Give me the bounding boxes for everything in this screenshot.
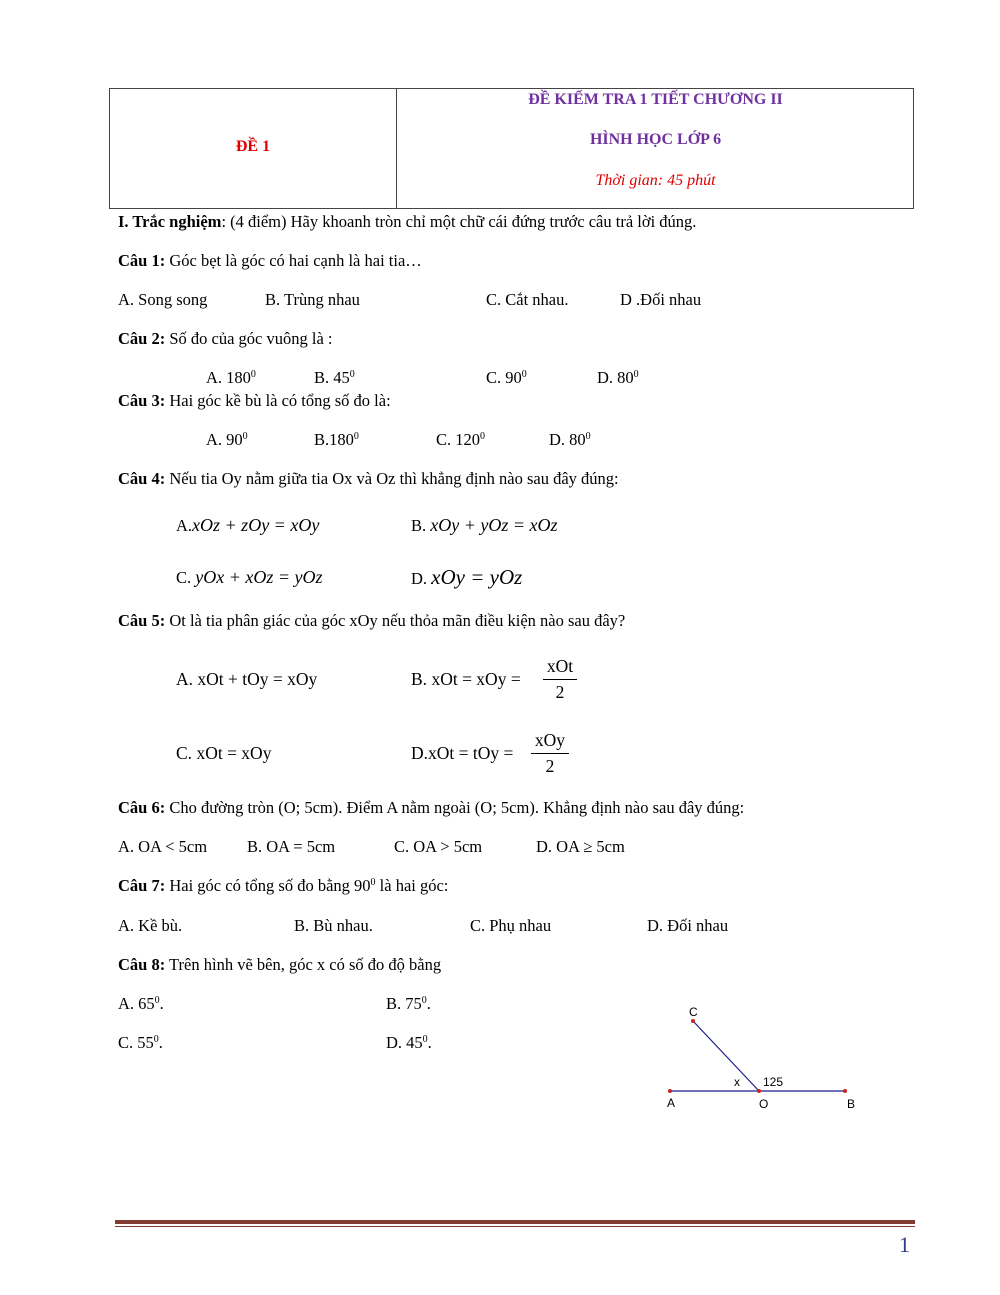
question-label: Câu 6: <box>118 798 166 817</box>
formula: xOy + yOz = xOz <box>430 515 558 535</box>
formula: xOt = tOy = <box>428 743 514 763</box>
question-2 <box>118 329 332 349</box>
fraction-bar <box>531 753 569 754</box>
option-a: A. $65^0$. <box>118 994 164 1013</box>
fraction-b <box>543 656 577 703</box>
formula: xOt = xOy <box>196 743 272 763</box>
numerator: xOy <box>534 730 566 750</box>
question-5 <box>118 611 625 631</box>
question-text: Nếu tia Oy nằm giữa tia Ox và Oz thì khẳng định nào sau đây đúng: <box>165 469 619 488</box>
question-text: Hai góc có tổng số đo bằng 90 <box>165 876 371 895</box>
label-a: A <box>667 1096 676 1110</box>
option-b: B. Trùng nhau <box>265 290 360 309</box>
option-d: D. OA ≥ 5cm <box>536 837 625 856</box>
option-c: C. OA > 5cm <box>394 837 483 856</box>
formula: xOt + tOy = xOy <box>197 669 318 689</box>
angle-figure <box>655 1000 865 1120</box>
question-label: Câu 4: <box>118 469 166 488</box>
exam-subject: HÌNH HỌC LỚP 6 <box>589 131 722 148</box>
question-label: Câu 3: <box>118 391 166 410</box>
section-label: I. Trắc nghiệm <box>118 212 222 231</box>
option-d: D. $45^0$. <box>386 1033 432 1052</box>
question-label: Câu 8: <box>118 955 166 974</box>
option-a: A. xOt + tOy = xOy <box>176 669 318 689</box>
exam-code: ĐỀ 1 <box>235 138 271 155</box>
denominator: 2 <box>555 682 565 702</box>
question-1 <box>118 251 422 271</box>
option-b: B. $75^0$. <box>386 994 431 1013</box>
question-text: Cho đường tròn (O; 5cm). Điểm A nằm ngoài (O; 5cm). Khẳng định nào sau đây đúng: <box>165 798 745 817</box>
ray-oc <box>693 1021 759 1091</box>
question-text: Trên hình vẽ bên, góc x có số đo độ bằng <box>165 955 442 974</box>
fraction-bar <box>543 679 577 680</box>
label-b: B <box>847 1097 856 1111</box>
option-b: B. xOt = xOy = <box>411 669 521 689</box>
header-table <box>109 88 914 209</box>
page-number: 1 <box>899 1232 910 1257</box>
formula: xOz + zOy = xOy <box>192 515 320 535</box>
option-d: D. $80^0$ <box>549 430 591 449</box>
option-d: D. Đối nhau <box>647 916 729 935</box>
formula: xOt = xOy = <box>431 669 521 689</box>
question-7: Câu 7: Hai góc có tổng số đo bằng $90^0$ là hai góc: <box>118 876 449 895</box>
question-3 <box>118 391 391 411</box>
option-c: C. $55^0$. <box>118 1033 163 1052</box>
option-c: C. yOx + xOz = yOz <box>176 567 323 587</box>
option-d: D. xOy = yOz <box>411 565 523 589</box>
option-d: D. $80^0$ <box>597 368 639 387</box>
point-c <box>691 1019 695 1023</box>
question-8 <box>118 955 441 975</box>
option-c: C. xOt = xOy <box>176 743 272 763</box>
label-angle: 125 <box>763 1075 784 1089</box>
question-4 <box>118 469 619 489</box>
formula: yOx + xOz = yOz <box>195 567 323 587</box>
question-6 <box>118 798 744 818</box>
section-heading <box>118 212 696 232</box>
question-label: Câu 1: <box>118 251 166 270</box>
question-text: Ot là tia phân giác của góc xOy nếu thỏa mãn điều kiện nào sau đây? <box>165 611 626 630</box>
option-c: C. $120^0$ <box>436 430 486 449</box>
option-a: A. $90^0$ <box>206 430 248 449</box>
footer-rule-thin <box>115 1226 915 1227</box>
question-label: Câu 7: <box>118 876 166 895</box>
option-a: A. $180^0$ <box>206 368 256 387</box>
option-a: A. Song song <box>118 290 208 309</box>
option-a: A.xOz + zOy = xOy <box>176 515 320 535</box>
option-b: B. $45^0$ <box>314 368 355 387</box>
option-c: C. Cắt nhau. <box>486 290 569 309</box>
option-a: A. OA < 5cm <box>118 837 208 856</box>
numerator: xOt <box>546 656 574 676</box>
question-label: Câu 5: <box>118 611 166 630</box>
option-b: B. xOy + yOz = xOz <box>411 515 558 535</box>
option-c: C. Phụ nhau <box>470 916 552 935</box>
question-text: Hai góc kề bù là có tổng số đo là: <box>165 391 391 410</box>
point-b <box>843 1089 847 1093</box>
label-c: C <box>689 1005 698 1019</box>
question-text: Góc bẹt là góc có hai cạnh là hai tia… <box>165 251 422 270</box>
question-text: Số đo của góc vuông là : <box>165 329 333 348</box>
label-o: O <box>759 1097 769 1111</box>
option-d: D.xOt = tOy = <box>411 743 514 763</box>
option-c: C. $90^0$ <box>486 368 527 387</box>
option-b: B.180$^0$ <box>314 430 359 449</box>
point-a <box>668 1089 672 1093</box>
question-label: Câu 2: <box>118 329 166 348</box>
section-instruction: : (4 điểm) Hãy khoanh tròn chỉ một chữ cái đứng trước câu trả lời đúng. <box>221 212 697 231</box>
point-o <box>757 1089 761 1093</box>
formula: xOy = yOz <box>431 565 523 589</box>
option-d: D .Đối nhau <box>620 290 702 309</box>
option-a: A. Kề bù. <box>118 916 183 935</box>
footer-rule <box>115 1220 915 1224</box>
option-b: B. Bù nhau. <box>294 916 373 935</box>
option-b: B. OA = 5cm <box>247 837 336 856</box>
denominator: 2 <box>545 756 555 776</box>
label-x: x <box>734 1075 740 1089</box>
fraction-d <box>531 730 569 777</box>
exam-title: ĐỀ KIỂM TRA 1 TIẾT CHƯƠNG II <box>528 91 783 108</box>
exam-time: Thời gian: 45 phút <box>595 172 716 189</box>
